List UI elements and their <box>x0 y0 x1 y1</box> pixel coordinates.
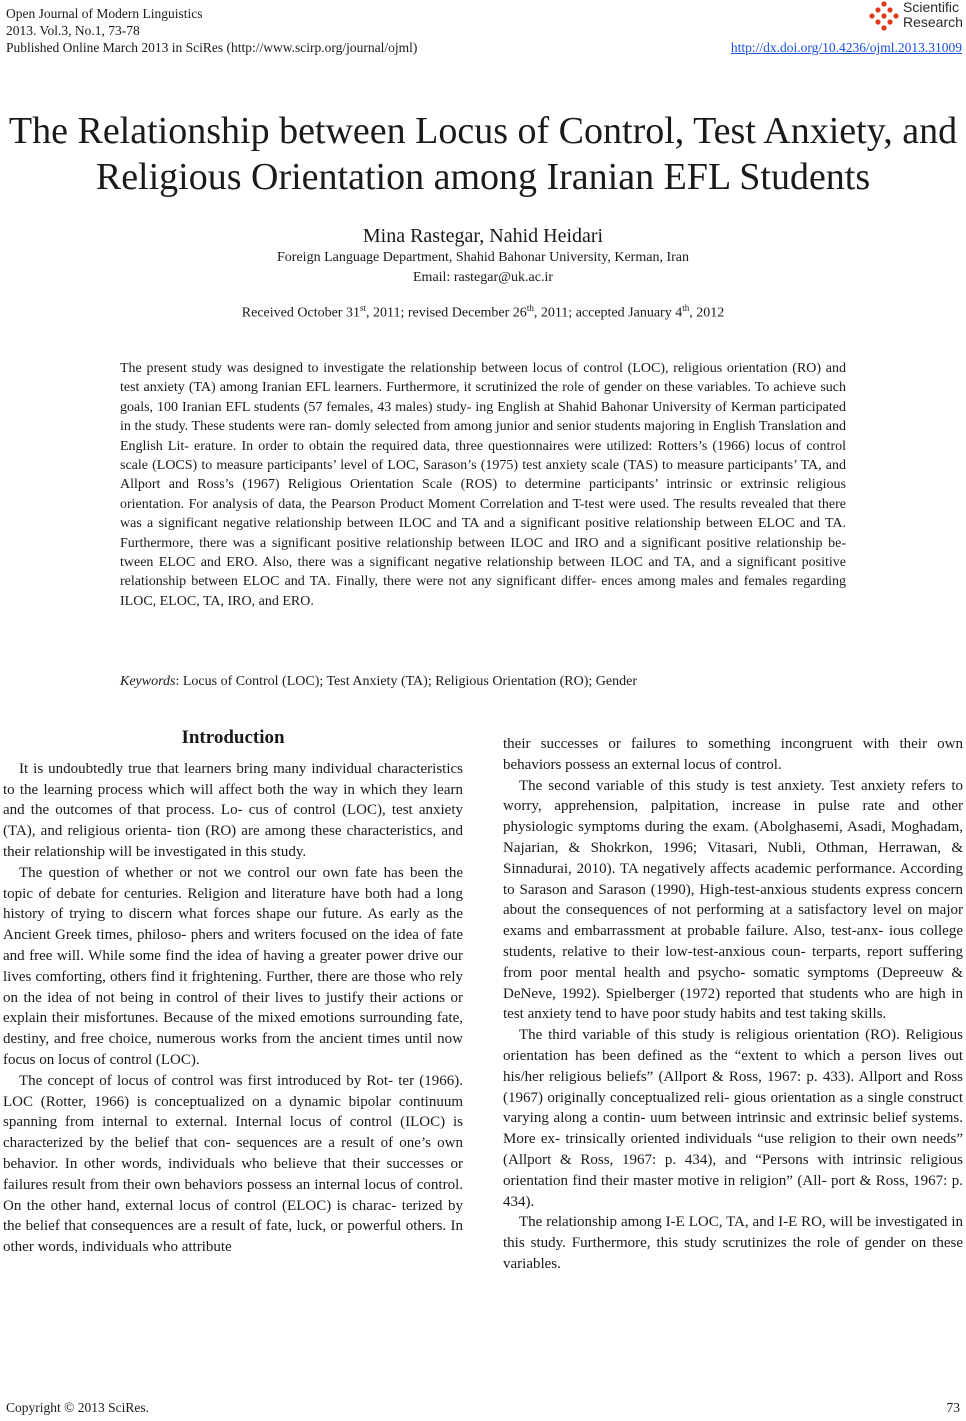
title-line-2: Religious Orientation among Iranian EFL Students <box>95 156 871 198</box>
received-dates <box>0 303 966 322</box>
keywords-text: : Locus of Control (LOC); Test Anxiety (TA); Religious Orientation (RO); Gender <box>175 674 637 689</box>
footer-copyright: Copyright © 2013 SciRes. <box>6 1400 150 1415</box>
logo-line-2: Research <box>903 14 963 30</box>
paragraph: The concept of locus of control was first introduced by Rot- ter (1966). LOC (Rotter, 1966) is conceptualized on a dynamic bipolar continuum spanning from internal to external. Internal locus of control (ILOC) is characterized by the belief that con- sequences are a result of one’s own behavior. In other words, individuals who believe that their successes or failures result from their own behaviors possess an internal locus of control. On the other hand, external locus of control (ELOC) is charac- terized by the belief that consequences are a result of fate, luck, or powerful others. In other words, individuals who attribute <box>3 1072 463 1256</box>
paper-title <box>0 108 966 200</box>
received-sup-3: th <box>682 303 690 313</box>
received-part-1: Received October 31 <box>241 305 360 321</box>
paragraph: It is undoubtedly true that learners bring many individual characteristics to the learning process which will affect both the way in which they learn and the outcomes of that process. Lo- cus of control (LOC), test anxiety (TA), and religious orienta- tion (RO) are among these characteristics, and their relationship will be investigated in this study. <box>3 760 463 860</box>
journal-name: Open Journal of Modern Linguistics <box>6 6 203 21</box>
publication-info: Published Online March 2013 in SciRes (http://www.scirp.org/journal/ojml) <box>6 40 418 55</box>
running-header <box>6 5 417 56</box>
paragraph: The third variable of this study is religious orientation (RO). Religious orientation has been defined as the “extent to which a person lives out his/her religious beliefs” (Allport & Ross, 1967: p. 433). Allport and Ross (1967) originally conceptualized reli- gious orientation as a single construct varying along a contin- uum between intrinsic and extrinsic belief systems. More ex- trinsically oriented individuals “use religion to their own needs” (Allport & Ross, 1967: p. 434), and “Persons with intrinsic religious orientation find their master motive in religion” (All- port & Ross, 1967: p. 434). <box>503 1027 963 1210</box>
keywords-label: Keywords <box>120 674 176 689</box>
affiliation: Foreign Language Department, Shahid Bahonar University, Kerman, Iran <box>277 250 689 265</box>
received-part-3: , 2011; accepted January 4 <box>533 305 683 321</box>
page-number: 73 <box>946 1400 960 1415</box>
logo-line-1: Scientific <box>903 0 960 15</box>
received-sup-2: th <box>526 303 534 313</box>
keywords <box>120 674 846 690</box>
paragraph-continuation: their successes or failures to something incongruent with their own behaviors possess an external locus of control. <box>503 736 963 773</box>
doi-link[interactable]: http://dx.doi.org/10.4236/ojml.2013.31009 <box>730 40 962 55</box>
title-line-1: The Relationship between Locus of Control, Test Anxiety, and <box>8 110 958 152</box>
right-column <box>503 734 963 1275</box>
received-sup-1: st <box>359 303 366 313</box>
authors: Mina Rastegar, Nahid Heidari <box>362 225 604 247</box>
received-part-4: , 2012 <box>689 305 725 321</box>
email: Email: rastegar@uk.ac.ir <box>413 270 553 285</box>
left-column <box>3 728 463 1258</box>
paragraph: The question of whether or not we control our own fate has been the topic of debate for centuries. Religion and literature have both had a long history of trying to discern what forces shape our future. As early as the Ancient Greek times, philoso- phers and writers focused on the idea of fate and free will. While some find the idea of having a greater power drive our lives comforting, others find it frightening. Further, there are those who rely on the idea of not being in control of their lives to justify their actions or explain their misfortunes. Because of the mixed emotions surrounding fate, destiny, and free choice, numerous works from the ancient times until now focus on locus of control (LOC). <box>3 864 463 1068</box>
abstract: The present study was designed to investigate the relationship between locus of control (LOC), religious orientation (RO) and test anxiety (TA) among Iranian EFL learners. Furthermore, it scrutinized the role of gender on these variables. To achieve such goals, 100 Iranian EFL students (57 females, 43 males) study- ing English at Shahid Bahonar University of Kerman participated in the study. These students were ran- domly selected from among junior and senior students majoring in English Translation and English Lit- erature. In order to obtain the required data, three questionnaires were utilized: Rotters’s (1966) locus of control scale (LOCS) to measure participants’ level of LOC, Sarason’s (1975) test anxiety scale (TAS) to measure participants’ TA, and Allport and Ross’s (1967) Religious Orientation Scale (ROS) to determine participants’ intrinsic or extrinsic religious orientation. For analysis of data, the Pearson Product Moment Correlation and T-test were used. The results revealed that there was a significant negative relationship between ILOC and TA and a significant positive relationship between ELOC and TA. Furthermore, there was a significant positive relationship between ILOC and IRO and a significant positive relationship be- tween ELOC and ERO. Also, there was a significant negative relationship between ILOC and TA, and a significant positive relationship between ELOC and TA. Finally, there were not any significant differ- ences among males and females regarding ILOC, ELOC, TA, IRO, and ERO. <box>120 361 846 609</box>
paragraph: The second variable of this study is test anxiety. Test anxiety refers to worry, apprehension, palpitation, increase in pulse rate and other physiologic symptoms during the exam. (Abolghasemi, Asadi, Moghadam, Najarian, & Shokrkon, 1996; Vitasari, Nubli, Othman, Herrawan, & Sinnadurai, 2010). TA negatively affects academic performance. According to Sarason and Sarason (1990), High-test-anxious students express concern about the consequences of not performing at a satisfactory level on major exams and embarrassment at probable failure. Also, test-anx- ious college students, relative to their low-test-anxious coun- terparts, report suffering from poor mental health and psycho- somatic symptoms (Depreeuw & DeNeve, 1992). Spielberger (1972) reported that students who are high in test anxiety tend to have poor study habits and test taking skills. <box>503 777 963 1023</box>
paragraph: The relationship among I-E LOC, TA, and I-E RO, will be investigated in this study. Furthermore, this study scrutinizes the role of gender on these variables. <box>503 1214 963 1272</box>
section-heading-introduction: Introduction <box>181 727 285 748</box>
volume-info: 2013. Vol.3, No.1, 73-78 <box>6 23 140 38</box>
received-part-2: , 2011; revised December 26 <box>365 305 527 321</box>
affiliation-block <box>0 248 966 288</box>
logo-wordmark <box>903 0 963 30</box>
